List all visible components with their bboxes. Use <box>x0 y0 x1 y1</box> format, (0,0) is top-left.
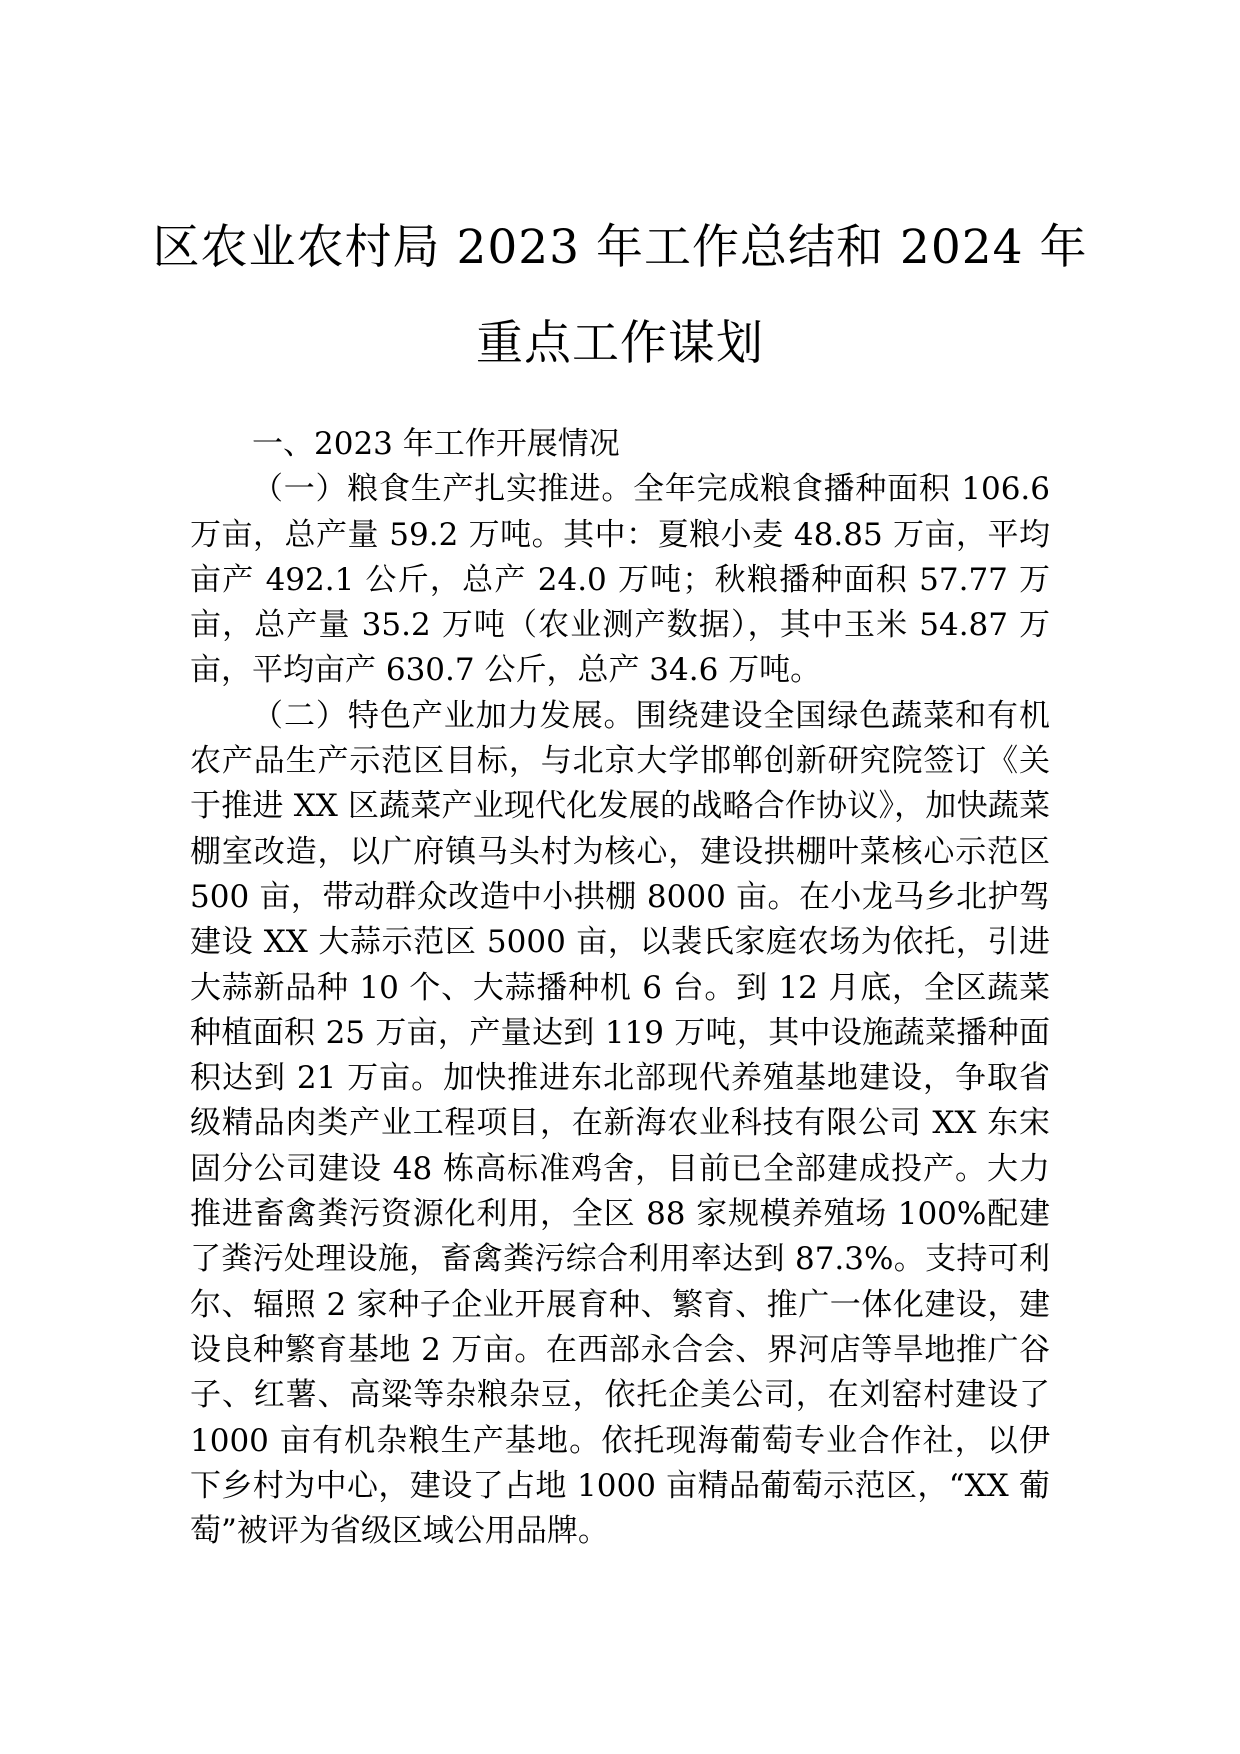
paragraph-specialty-industry: （二）特色产业加力发展。围绕建设全国绿色蔬菜和有机农产品生产示范区目标，与北京大学邯郸创新研究院签订《关于推进 XX 区蔬菜产业现代化发展的战略合作协议》，加快蔬菜棚室改造，以广府镇马头村为核心，建设拱棚叶菜核心示范区 500 亩，带动群众改造中小拱棚 8000 亩。在小龙马乡北护驾建设 XX 大蒜示范区 5000 亩，以裴氏家庭农场为依托，引进大蒜新品种 10 个、大蒜播种机 6 台。到 12 月底，全区蔬菜种植面积 25 万亩，产量达到 119 万吨，其中设施蔬菜播种面积达到 21 万亩。加快推进东北部现代养殖基地建设，争取省级精品肉类产业工程项目，在新海农业科技有限公司 XX 东宋固分公司建设 48 栋高标准鸡舍，目前已全部建成投产。大力推进畜禽粪污资源化利用，全区 88 家规模养殖场 100%配建了粪污处理设施，畜禽粪污综合利用率达到 87.3%。支持可利尔、辐照 2 家种子企业开展育种、繁育、推广一体化建设，建设良种繁育基地 2 万亩。在西部永合会、界河店等旱地推广谷子、红薯、高粱等杂粮杂豆，依托企美公司，在刘窑村建设了 1000 亩有机杂粮生产基地。依托现海葡萄专业合作社，以伊下乡村为中心，建设了占地 1000 亩精品葡萄示范区，“XX 葡萄”被评为省级区域公用品牌。 <box>190 697 1050 1550</box>
section-heading: 一、2023 年工作开展情况 <box>252 426 620 462</box>
document-body <box>190 422 1050 1554</box>
document-title <box>150 200 1090 392</box>
paragraph-grain-production: （一）粮食生产扎实推进。全年完成粮食播种面积 106.6 万亩，总产量 59.2 万吨。其中：夏粮小麦 48.85 万亩，平均亩产 492.1 公斤，总产 24.0 万吨；秋粮播种面积 57.77 万亩，总产量 35.2 万吨（农业测产数据），其中玉米 54.87 万亩，平均亩产 630.7 公斤，总产 34.6 万吨。 <box>190 471 1050 689</box>
title-line-2: 重点工作谋划 <box>476 316 764 371</box>
title-line-1: 区农业农村局 2023 年工作总结和 2024 年 <box>152 220 1088 275</box>
